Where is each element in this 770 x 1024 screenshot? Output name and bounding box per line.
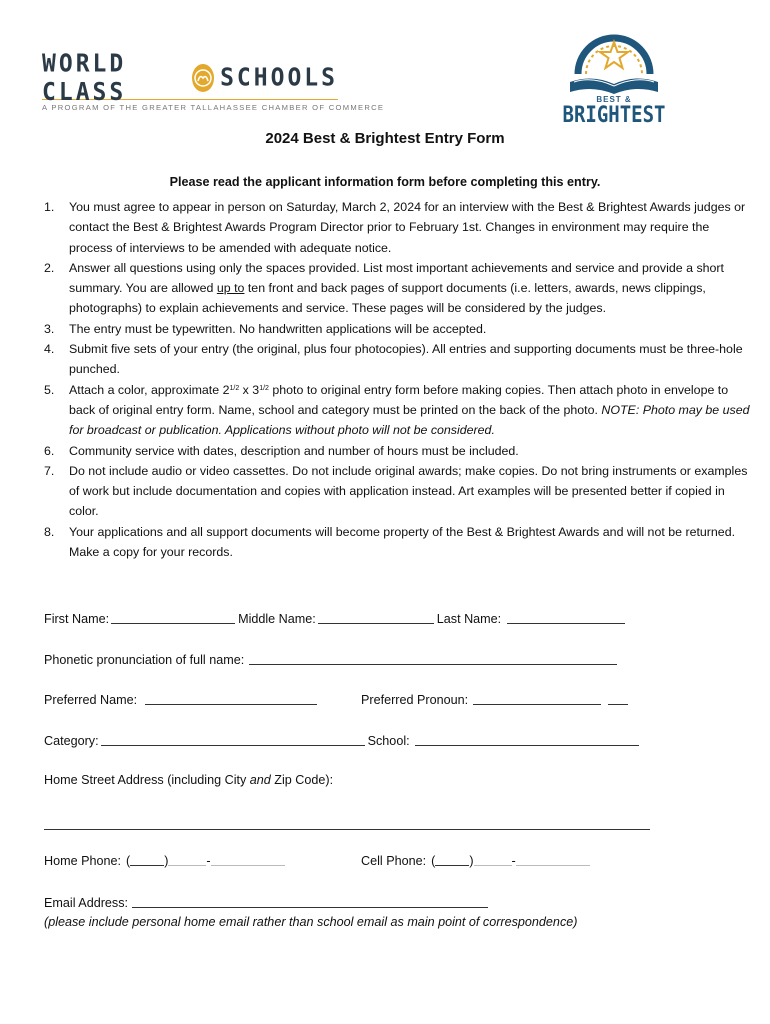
email-note: (please include personal home email rather than school email as main point of correspondence) [44,915,578,929]
name-row [44,611,628,626]
preferred-pronoun-row [361,692,631,707]
rules-list [44,197,754,562]
instructions-heading: Please read the applicant information form before completing this entry. [169,175,601,189]
phonetic-row [44,652,620,667]
home-phone-line-field[interactable] [211,853,285,866]
rule-item: 7. Do not include audio or video cassettes. Do not include original awards; make copies. Do not bring instruments or examples of work but include documentation and copies with application instead. Art examples will be presented better if copied in color. [44,463,748,519]
rule-item: 1. You must agree to appear in person on Saturday, March 2, 2024 for an interview with the Best & Brightest Awards judges or contact the Best & Brightest Awards Program Director prior to February 1st. Changes in environment may require the process of interviews to be amended with adequate notice. [44,200,746,255]
email-field[interactable] [132,895,488,908]
preferred-name-field[interactable] [145,692,317,705]
rule-item: 6. Community service with dates, description and number of hours must be included. [44,443,519,458]
rule-item: 5. Attach a color, approximate $2^{1/2}$ x $3^{1/2}$ photo to original entry form before making copies. Then attach photo in envelope to back of original entry form. Name, school and category must be printed on the back of the photo. NOTE: Photo may be used for broadcast or publication. Applications without photo will not be considered. [44,382,750,438]
category-field[interactable] [101,733,365,746]
first-name-field[interactable] [111,611,235,624]
home-phone-area-field[interactable] [130,853,164,866]
school-label: School: [367,734,410,748]
rule-item: 8. Your applications and all support documents will become property of the Best & Brightest Awards and will not be returned. Make a copy for your records. [44,524,736,560]
home-phone-row: Home Phone: ( ) - [44,853,285,868]
star-book-icon [562,24,666,98]
address-label-row [44,773,333,787]
school-field[interactable] [415,733,639,746]
page-title: 2024 Best & Brightest Entry Form [265,130,505,147]
rule-item: 2. Answer all questions using only the spaces provided. List most important achievements and service and provide a short summary. You are allowed up to ten front and back pages of support documents (i.e. letters, awards, news clippings, photographs) to explain achievements and service. These pages will be considered by the judges. [44,260,724,316]
cell-phone-area-field[interactable] [435,853,469,866]
wcs-emblem-icon [192,64,214,92]
rule-item: 3. The entry must be typewritten. No handwritten applications will be accepted. [44,321,487,336]
preferred-pronoun-extra-field[interactable] [608,692,628,705]
last-name-label: Last Name: [436,612,502,626]
category-label: Category: [44,734,99,748]
address-label: Home Street Address (including City and Zip Code): [44,773,334,787]
rule-item: 4. Submit five sets of your entry (the original, plus four photocopies). All entries and supporting documents must be three-hole punched. [44,342,743,377]
photo-note: NOTE: Photo may be used for broadcast or publication. Applications without photo will not be considered. [69,402,750,438]
last-name-field[interactable] [507,611,625,624]
cell-phone-row: Cell Phone: ( ) - [361,853,590,868]
logo-text-left: WORLD CLASS [42,49,127,107]
phonetic-label: Phonetic pronunciation of full name: [44,653,245,667]
logo-brightest-text: BRIGHTEST [562,102,666,128]
home-phone-label: Home Phone: [44,854,122,868]
cell-phone-label: Cell Phone: [361,854,427,868]
middle-name-label: Middle Name: [238,612,316,626]
preferred-pronoun-field[interactable] [473,692,601,705]
category-school-row [44,733,642,748]
cell-phone-line-field[interactable] [516,853,590,866]
world-class-schools-logo [42,49,385,112]
email-row [44,895,491,910]
first-name-label: First Name: [44,612,110,626]
logo-tagline: A PROGRAM OF THE GREATER TALLAHASSEE CHAMBER OF COMMERCE [42,99,338,112]
preferred-pronoun-label: Preferred Pronoun: [361,693,469,707]
preferred-name-label: Preferred Name: [44,693,138,707]
logo-text-right: SCHOOLS [220,63,338,93]
best-brightest-logo [562,24,666,128]
home-phone-prefix-field[interactable] [168,853,206,866]
phonetic-field[interactable] [249,652,617,665]
preferred-name-row [44,692,320,707]
email-label: Email Address: [44,896,128,910]
address-field[interactable] [44,829,650,830]
cell-phone-prefix-field[interactable] [474,853,512,866]
middle-name-field[interactable] [318,611,434,624]
logo-best-text: BEST & [596,95,632,104]
